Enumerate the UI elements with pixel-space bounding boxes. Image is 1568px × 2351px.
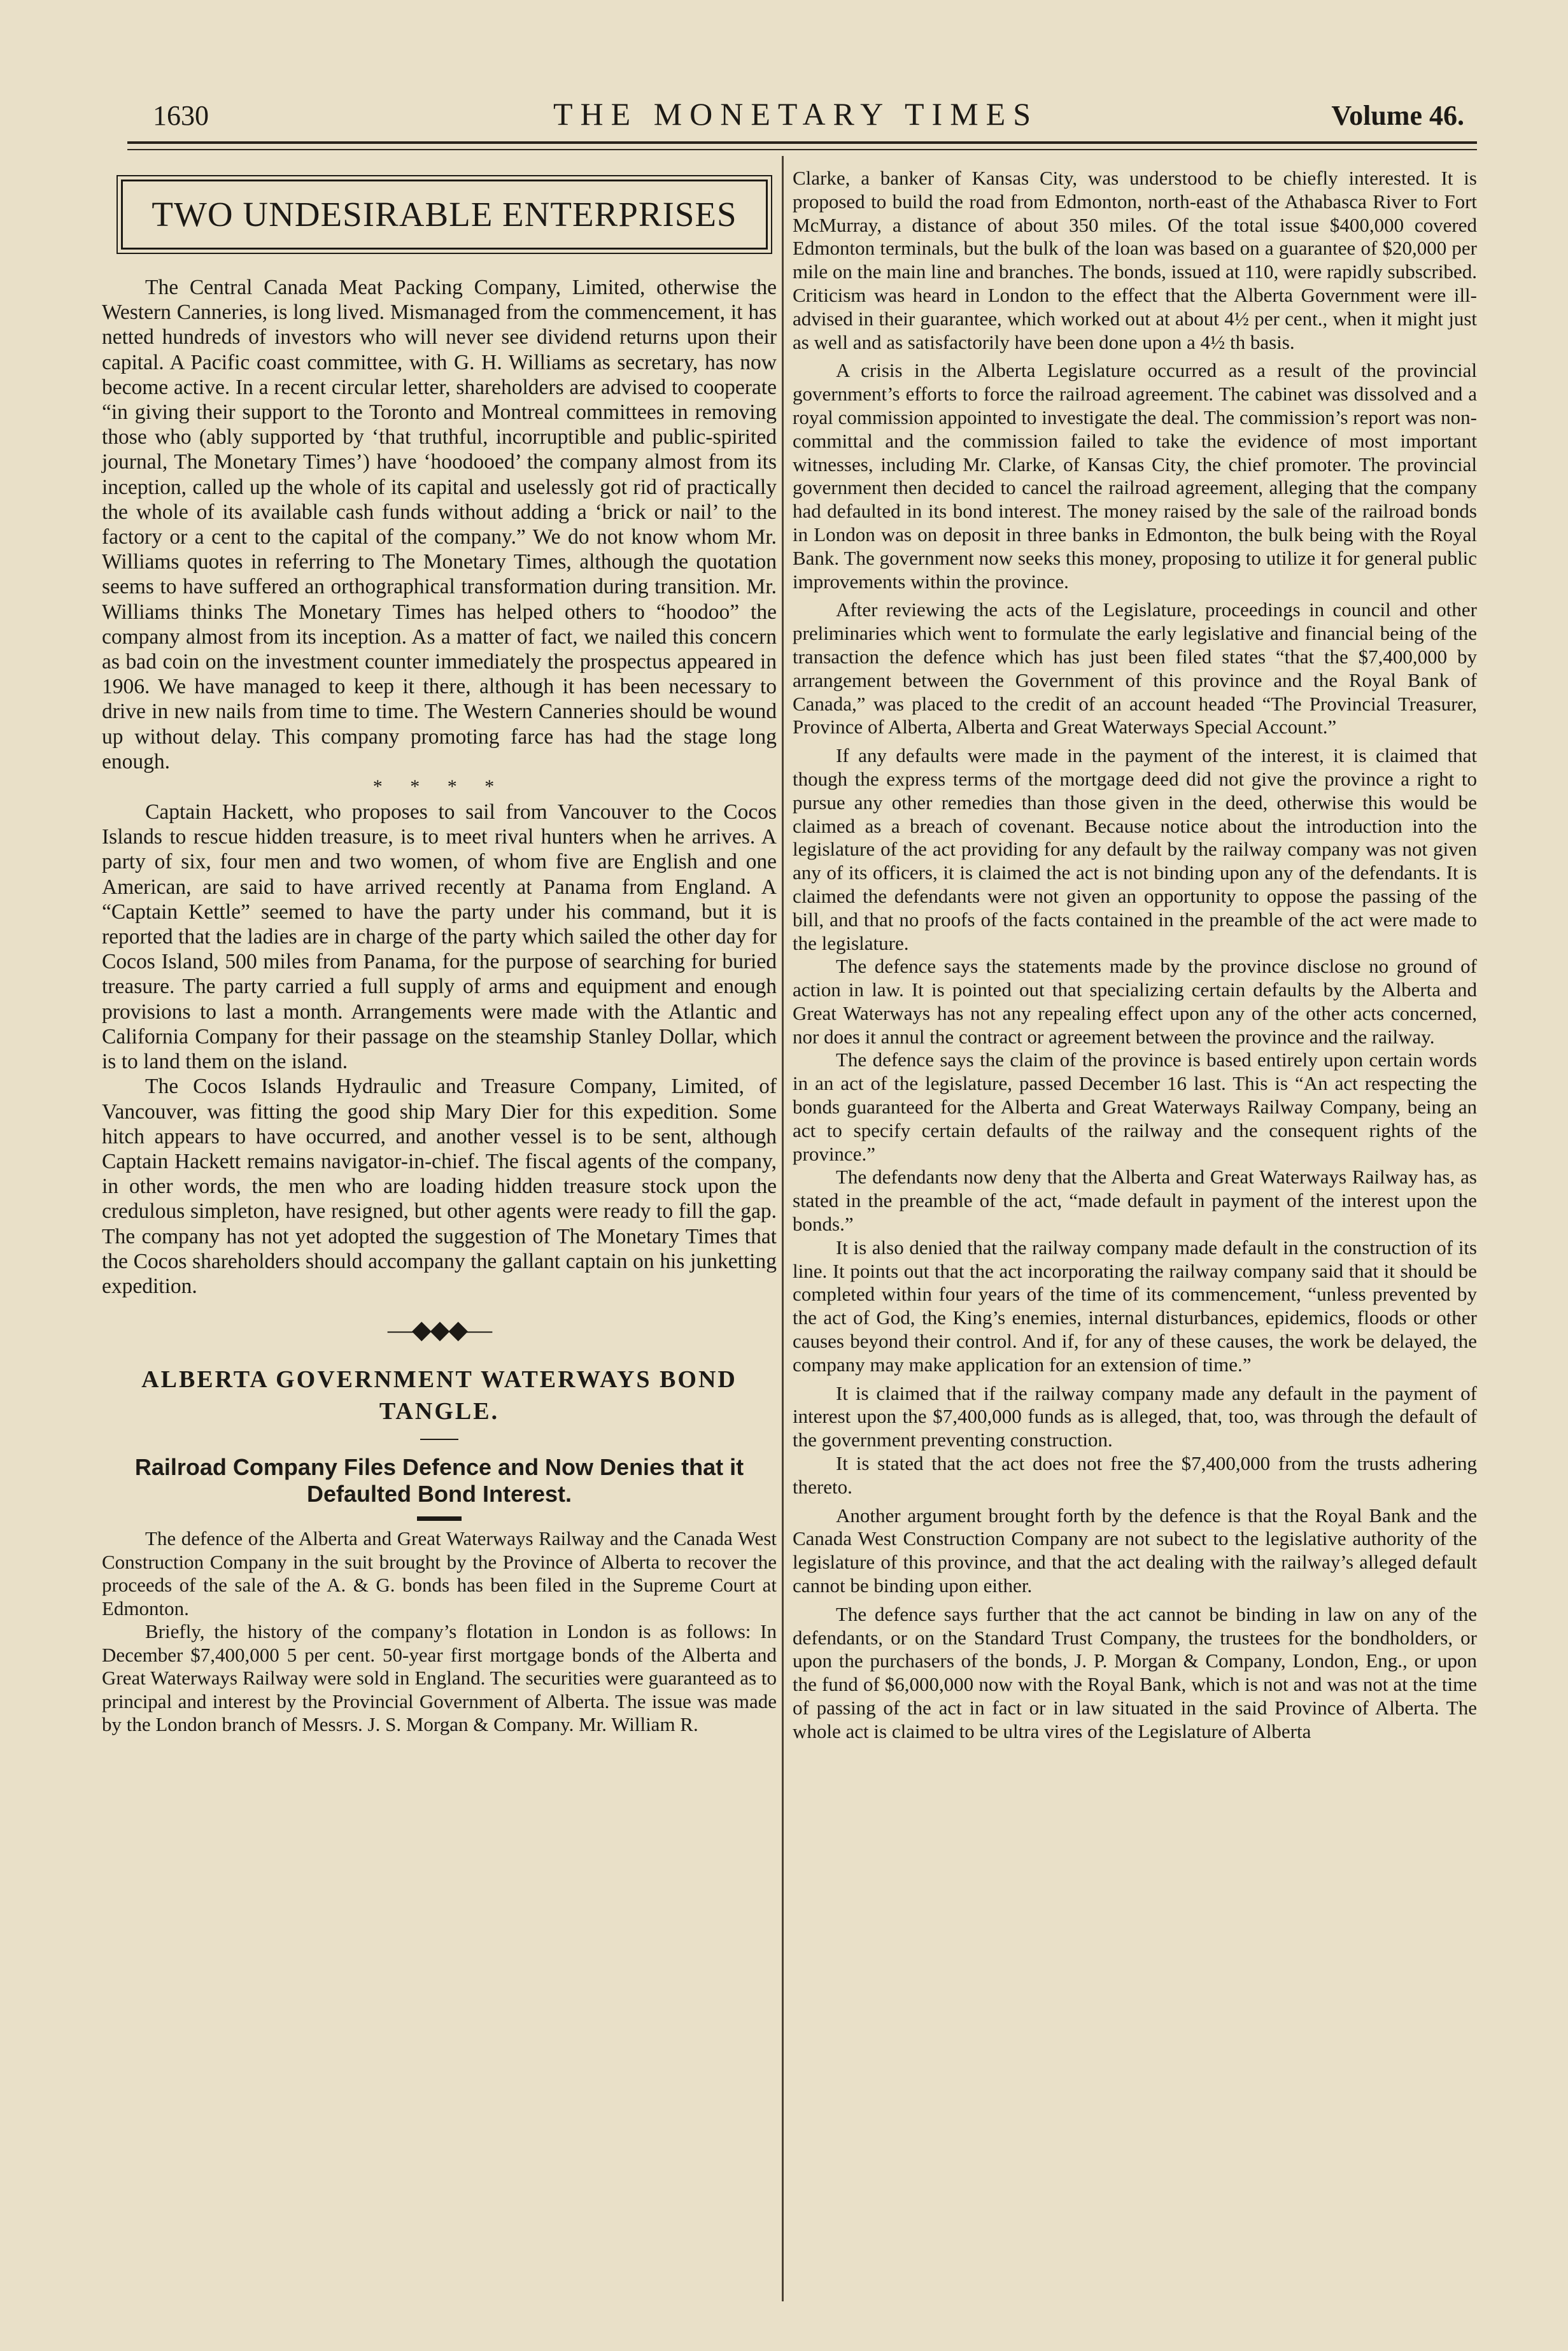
article2-title: ALBERTA GOVERNMENT WATERWAYS BOND TANGLE. xyxy=(141,1366,737,1425)
article2-paragraph: It is claimed that if the railway company made any default in the payment of interest upon the $7,400,000 funds as is alleged, that, too, was through the default of the government preventing construction. xyxy=(793,1381,1477,1451)
column-divider xyxy=(782,156,784,2301)
article1-paragraph: The Cocos Islands Hydraulic and Treasure Company, Limited, of Vancouver, was fitting the good ship Mary Dier for this expedition. Some hitch appears to have occurred, and another vessel is to be sent, although Captain Hackett remains navigator-in-chief. The fiscal agents of the company, in other words, the men who are loading hidden treasure stock upon the credulous simpleton, have resigned, but other agents were ready to fill the gap. The company has not yet adopted the suggestion of The Monetary Times that the Cocos shareholders should accompany the gallant captain on his junketting expedition. xyxy=(102,1075,777,1298)
title-rule xyxy=(420,1439,458,1440)
article1-title: TWO UNDESIRABLE ENTERPRISES xyxy=(121,180,768,250)
article2-paragraph: Another argument brought forth by the defence is that the Royal Bank and the Canada West Construction Company are not subect to the legislative authority of the legislature of this province, and that the act dealing with the railway’s alleged default cannot be binding upon either. xyxy=(793,1504,1477,1597)
volume-label: Volume 46. xyxy=(1331,100,1464,131)
article2-paragraph: The defendants now deny that the Alberta and Great Waterways Railway has, as stated in the preamble of the act, “made default in payment of the interest upon the bonds.” xyxy=(793,1166,1477,1236)
article1-paragraph: The Central Canada Meat Packing Company, Limited, otherwise the Western Canneries, is long lived. Mismanaged from the commencement, it has netted hundreds of investors who will never see dividend returns upon their capital. A Pacific coast committee, with G. H. Williams as secretary, has now become active. In a recent circular letter, shareholders are advised to cooperate “in giving their support to the Toronto and Montreal committees in removing those who (ably supported by ‘that truthful, incorruptible and public-spirited journal, The Monetary Times’) have ‘hoodooed’ the company almost from its inception, called up the whole of its capital and uselessly got rid of practically the whole of its available cash funds without adding a ‘brick or nail’ to the factory or a cent to the capital of the company.” We do not know whom Mr. Williams quotes in referring to The Monetary Times, although the quotation seems to have suffered an orthographical transformation during transition. Mr. Williams thinks The Monetary Times has helped others to “hoodoo” the company almost from its inception. As a matter of fact, we nailed this concern as bad coin on the investment counter immediately the prospectus appeared in 1906. We have managed to keep it there, although it has been necessary to drive in new nails from time to time. The Western Canneries should be wound up without delay. This company promoting farce has had the stage long enough. xyxy=(102,276,777,773)
section-separator: * * * * xyxy=(372,776,506,798)
article1-paragraph: Captain Hackett, who proposes to sail from Vancouver to the Cocos Islands to rescue hidden treasure, is to meet rival hunters when he arrives. A party of six, four men and two women, of whom five are English and one American, are said to have arrived recently at Panama from England. A “Captain Kettle” seemed to have the party under his command, but it is reported that the ladies are in charge of the party which sailed the other day for Cocos Island, 500 miles from Panama, for the purpose of searching for buried treasure. The party carried a full supply of arms and equipment and enough provisions to last a month. Arrangements were made with the Atlantic and California Company for their passage on the steamship Stanley Dollar, which is to land them on the island. xyxy=(102,800,777,1074)
publication-title: THE MONETARY TIMES xyxy=(553,96,1038,132)
article2-paragraph: It is stated that the act does not free the $7,400,000 from the trusts adhering thereto. xyxy=(793,1452,1477,1498)
header-rule-thin xyxy=(127,149,1477,150)
article2-paragraph: The defence says further that the act cannot be binding in law on any of the defendants, or on the Standard Trust Company, the trustees for the bondholders, or upon the purchasers of the bonds, J. P. Morgan & Company, London, Eng., or upon the fund of $6,000,000 now with the Royal Bank, which is not and was not at the time of passing of the act in fact or in law situated in the said Province of Alberta. The whole act is claimed to be ultra vires of the Legislature of Alberta xyxy=(793,1602,1477,1742)
page-header xyxy=(121,95,1471,140)
article2-paragraph: The defence says the statements made by the province disclose no ground of action in law. It is pointed out that specializing certain defaults by the Alberta and Great Waterways has not any repealing effect upon any of the other acts concerned, nor does it annul the contract or agreement between the province and the railway. xyxy=(793,955,1477,1048)
article2-paragraph: It is also denied that the railway company made default in the construction of its line. It points out that the act incorporating the railway company said that it should be completed within four years of the time of its commencement, “unless prevented by the act of God, the King’s enemies, internal disturbances, epidemics, floods or other causes beyond their control. And if, for any of these causes, the work be delayed, the company may make application for an extension of time.” xyxy=(793,1236,1477,1376)
article2-paragraph: After reviewing the acts of the Legislature, proceedings in council and other preliminaries which went to formulate the early legislative and financial being of the transaction the defence which has just been filed states “that the $7,400,000 by arrangement between the Government of this province and the Royal Bank of Canada,” was placed to the credit of an account headed “The Provincial Treasurer, Province of Alberta, Alberta and Great Waterways Special Account.” xyxy=(793,598,1477,738)
right-column xyxy=(793,167,1477,1744)
article2-paragraph: Clarke, a banker of Kansas City, was understood to be chiefly interested. It is proposed to build the road from Edmonton, north-east of the Athabasca River to Fort McMurray, a distance of about 350 miles. Of the total issue $400,000 covered Edmonton terminals, but the bulk of the loan was based on a guarantee of $20,000 per mile on the main line and branches. The bonds, issued at 110, were rapidly subscribed. Criticism was heard in London to the effect that the Alberta Government were ill-advised in their guarantee, which worked out at about 4½ per cent., when it might just as well and as satisfactorily have been done upon a 4½ th basis. xyxy=(793,167,1477,353)
article2-paragraph: If any defaults were made in the payment of the interest, it is claimed that though the express terms of the mortgage deed did not give the province a right to pursue any other remedies than those given in the deed, otherwise this would be claimed as a breach of covenant. Because notice about the introduction into the legislature of the act providing for any default by the railway company was not given any of its officers, it is claimed the act is not binding upon any of the defendants. It is claimed the defendants were not given an opportunity to oppose the passing of the bill, and that no proofs of the facts contained in the preamble of the act were made to the legislature. xyxy=(793,744,1477,954)
article2-paragraph: The defence says the claim of the province is based entirely upon certain words in an act of the legislature, passed December 16 last. This is “An act respecting the bonds guaranteed for the Alberta and Great Waterways Railway Company, being an act to specify certain defaults of the railway and the consequent rights of the province.” xyxy=(793,1048,1477,1165)
article2-paragraph: A crisis in the Alberta Legislature occurred as a result of the provincial government’s efforts to force the railroad agreement. The cabinet was dissolved and a royal commission appointed to investigate the deal. The commission’s report was non-committal and the commission failed to take the evidence of most important witnesses, including Mr. Clarke, of Kansas City, the chief promoter. The provincial government then decided to cancel the railroad agreement, alleging that the company had defaulted in its bond interest. The money raised by the sale of the railroad bonds in London was on deposit in three banks in Edmonton, the bulk being with the Royal Bank. The government now seeks this money, proposing to utilize it for general public improvements within the province. xyxy=(793,359,1477,593)
left-column xyxy=(102,167,777,1737)
article2-paragraph: Briefly, the history of the company’s flotation in London is as follows: In December $7,400,000 5 per cent. 50-year first mortgage bonds of the Alberta and Great Waterways Railway were sold in England. The securities were guaranteed as to principal and interest by the Provincial Government of Alberta. The issue was made by the London branch of Messrs. J. S. Morgan & Company. Mr. William R. xyxy=(102,1620,777,1736)
article2-subtitle: Railroad Company Files Defence and Now Denies that it Defaulted Bond Interest. xyxy=(134,1454,744,1507)
header-rule xyxy=(127,141,1477,144)
page-number: 1630 xyxy=(153,100,209,131)
article2-paragraph: The defence of the Alberta and Great Waterways Railway and the Canada West Construction Company in the suit brought by the Province of Alberta to recover the proceeds of the sale of the A. & G. bonds has been filed in the Supreme Court at Edmonton. xyxy=(102,1527,777,1620)
ornament-divider: —◆◆◆— xyxy=(387,1315,491,1345)
subtitle-rule xyxy=(417,1516,462,1521)
